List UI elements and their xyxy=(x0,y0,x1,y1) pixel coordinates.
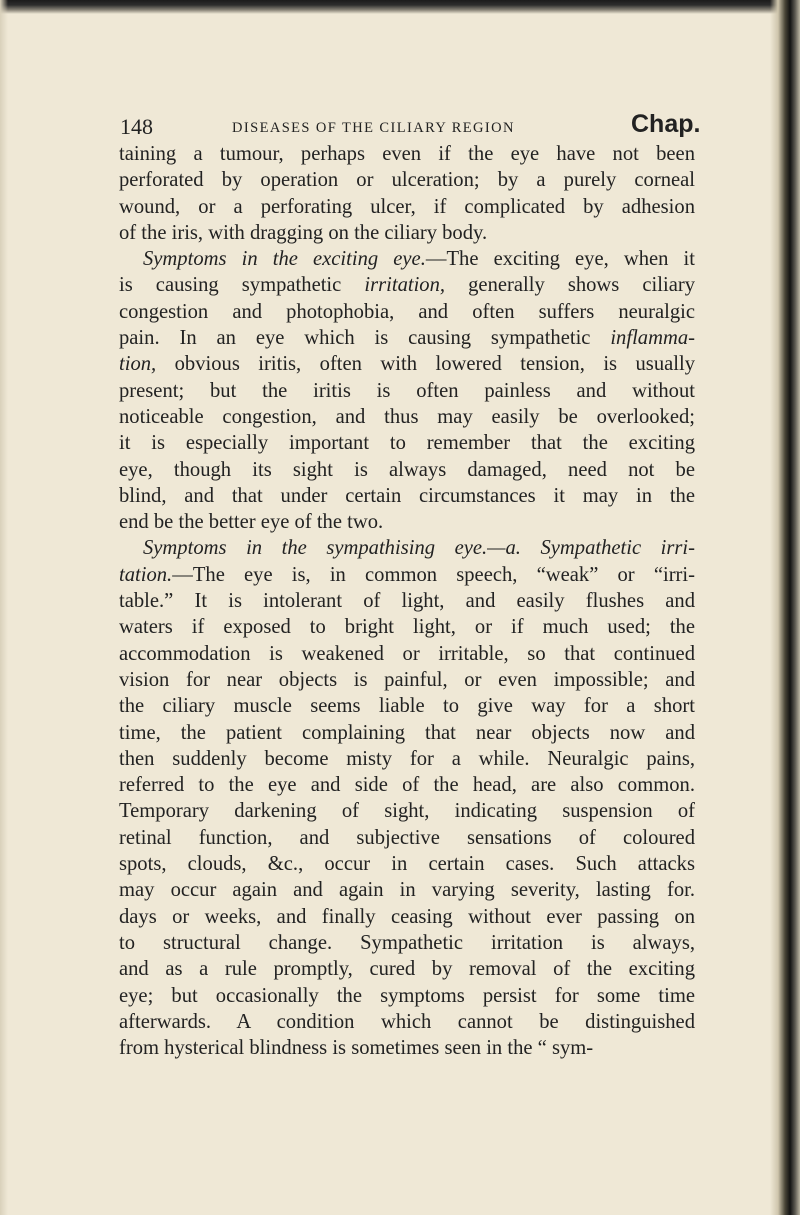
page-number: 148 xyxy=(120,114,153,139)
top-edge-shadow xyxy=(0,0,800,14)
italic-text: irritation, xyxy=(364,274,446,297)
text-line xyxy=(119,246,695,272)
text-line xyxy=(119,351,695,377)
text-segment: generally shows ciliary xyxy=(445,274,695,297)
text-line: referred to the eye and side of the head, are also common. xyxy=(119,774,695,797)
text-line: end be the better eye of the two. xyxy=(119,511,384,534)
text-line: Temporary darkening of sight, indicating suspension of xyxy=(119,800,695,823)
text-line: the ciliary muscle seems liable to give way for a short xyxy=(119,695,695,718)
running-head: DISEASES OF THE CILIARY REGION xyxy=(232,120,515,136)
text-line: eye, though its sight is always damaged, need not be xyxy=(119,458,695,481)
text-line xyxy=(119,562,695,588)
text-line: taining a tumour, perhaps even if the eye have not been xyxy=(119,143,695,165)
text-line: eye; but occasionally the symptoms persist for some time xyxy=(119,984,695,1007)
left-page-edge xyxy=(0,0,8,1215)
italic-text: Symptoms in the sympathising eye.—a. Sympathetic irri- xyxy=(143,537,695,560)
text-line: time, the patient complaining that near objects now and xyxy=(119,721,695,744)
body-text xyxy=(119,141,695,1061)
page-header xyxy=(0,100,800,140)
text-line: spots, clouds, &c., occur in certain cases. Such attacks xyxy=(119,853,695,876)
text-line xyxy=(119,325,695,351)
text-line: of the iris, with dragging on the ciliary body. xyxy=(119,221,488,244)
text-segment: pain. In an eye which is causing sympathetic xyxy=(119,327,611,350)
text-segment: obvious iritis, often with lowered tension, is usually xyxy=(156,353,695,376)
text-line: may occur again and again in varying severity, lasting for. xyxy=(119,879,695,902)
italic-text: tion, xyxy=(119,353,157,376)
text-line: congestion and photophobia, and often suffers neuralgic xyxy=(119,300,695,323)
chapter-label: Chap. xyxy=(631,110,701,138)
text-line: from hysterical blindness is sometimes seen in the “ sym- xyxy=(119,1037,594,1060)
text-line: vision for near objects is painful, or even impossible; and xyxy=(119,668,695,691)
text-line: waters if exposed to bright light, or if much used; the xyxy=(119,616,695,639)
text-line: blind, and that under certain circumstances it may in the xyxy=(119,484,695,507)
text-line: accommodation is weakened or irritable, so that continued xyxy=(119,642,695,665)
text-line: present; but the iritis is often painless and without xyxy=(119,379,695,402)
text-line: then suddenly become misty for a while. Neuralgic pains, xyxy=(119,747,695,770)
text-line: table.” It is intolerant of light, and easily flushes and xyxy=(119,590,695,613)
text-line: perforated by operation or ulceration; by a purely corneal xyxy=(119,169,695,192)
text-segment: —The exciting eye, when it xyxy=(425,248,695,271)
text-line: afterwards. A condition which cannot be distinguished xyxy=(119,1010,695,1033)
text-line: wound, or a perforating ulcer, if complicated by adhesion xyxy=(119,195,695,218)
text-line: it is especially important to remember that the exciting xyxy=(119,432,695,455)
book-spine-edge xyxy=(770,0,800,1215)
italic-text: tation. xyxy=(119,563,173,586)
text-line xyxy=(119,535,695,561)
text-segment: is causing sympathetic xyxy=(119,274,365,297)
text-segment: —The eye is, in common speech, “weak” or “irri- xyxy=(172,563,695,586)
italic-text: Symptoms in the exciting eye. xyxy=(143,248,426,271)
text-line: noticeable congestion, and thus may easily be overlooked; xyxy=(119,405,695,428)
text-line: days or weeks, and finally ceasing without ever passing on xyxy=(119,905,695,928)
text-line: to structural change. Sympathetic irritation is always, xyxy=(119,931,695,954)
text-line xyxy=(119,272,695,298)
text-line: and as a rule promptly, cured by removal of the exciting xyxy=(119,958,695,981)
italic-text: inflamma- xyxy=(610,327,695,350)
text-line: retinal function, and subjective sensations of coloured xyxy=(119,826,695,849)
